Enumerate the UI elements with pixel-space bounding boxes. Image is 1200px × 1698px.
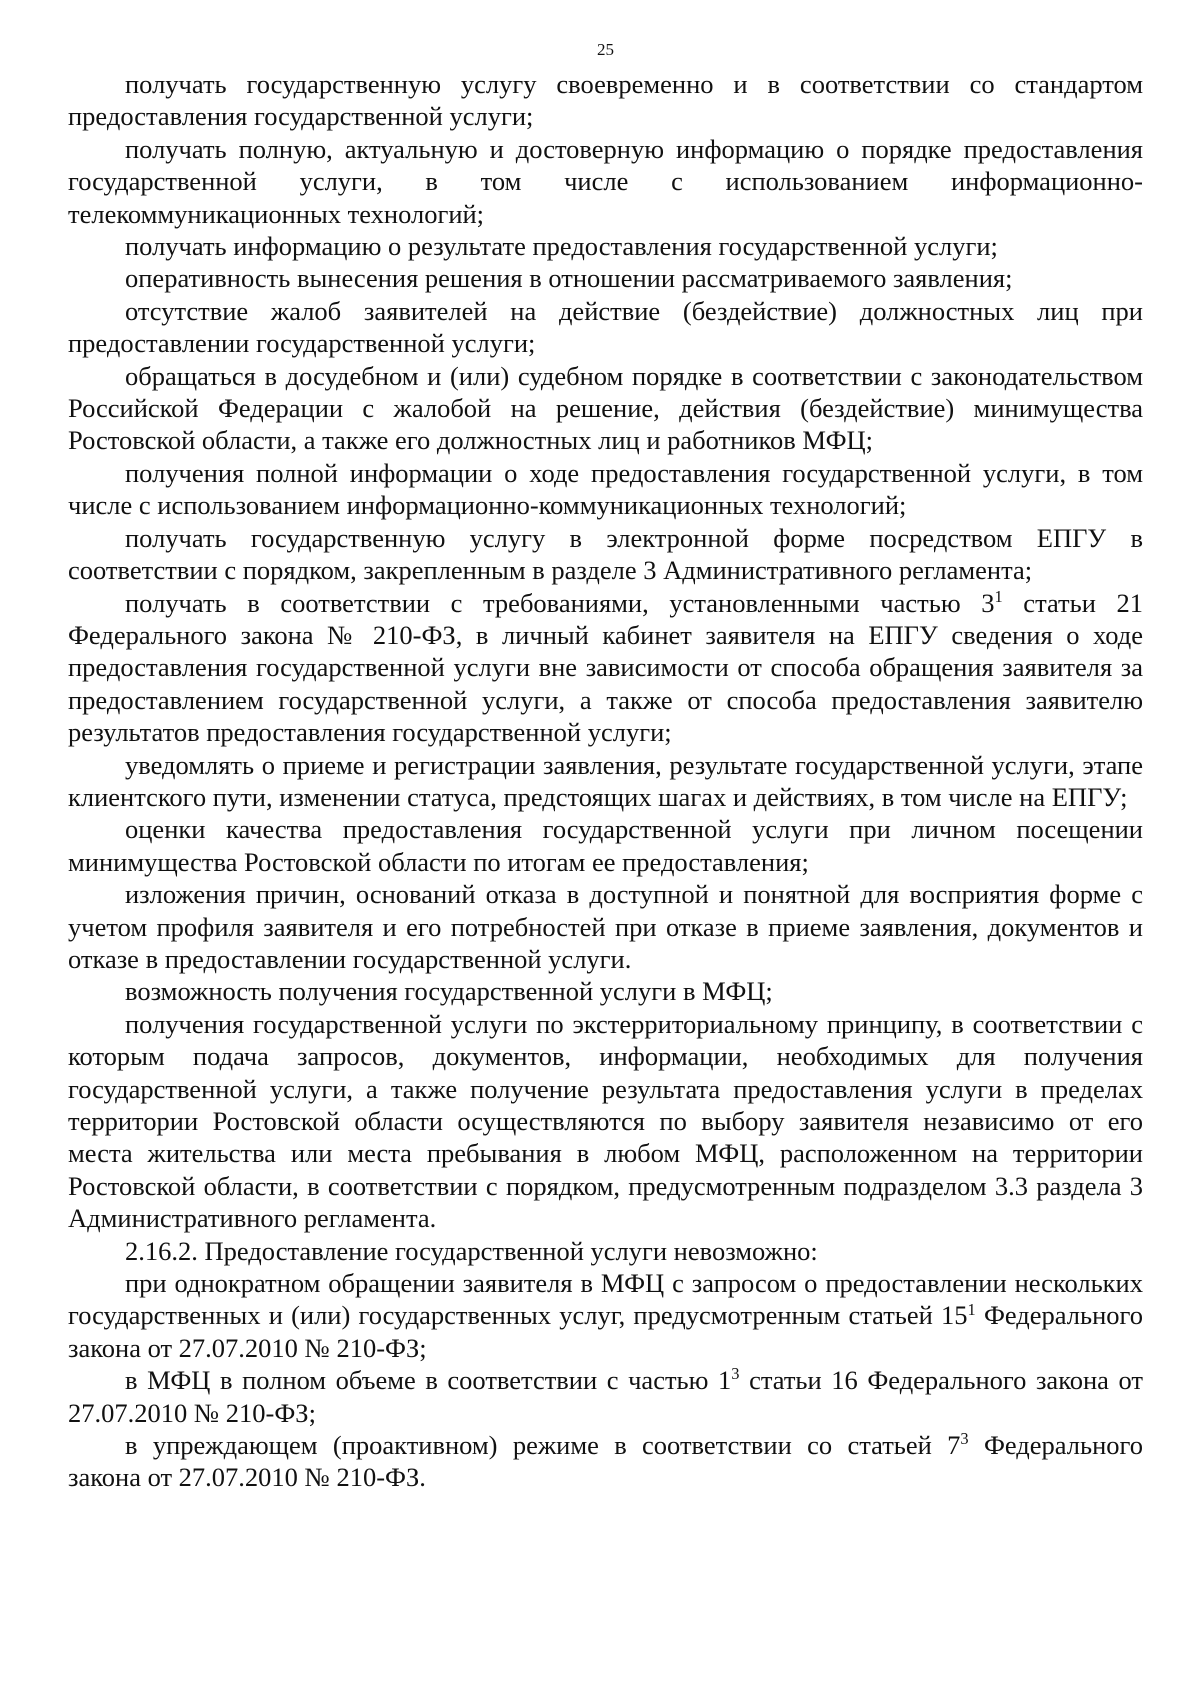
paragraph: обращаться в досудебном и (или) судебном порядке в соответствии с законодательством Российской Федерации с жалобой на решение, действия (бездействие) минимущества Ростовской области, а также его должностных лиц и работников МФЦ; bbox=[68, 360, 1143, 456]
paragraph-text: в МФЦ в полном объеме в соответствии с частью 1 bbox=[125, 1365, 732, 1396]
superscript: 1 bbox=[967, 1299, 976, 1319]
paragraph-text: статьи 16 Федерального закона от 27.07.2010 № 210-ФЗ; bbox=[68, 1365, 1143, 1428]
paragraph: изложения причин, оснований отказа в доступной и понятной для восприятия форме с учетом профиля заявителя и его потребностей при отказе в приеме заявления, документов и отказе в предоставлении государственной услуги. bbox=[68, 879, 1143, 974]
paragraph: получать государственную услугу своевременно и в соответствии со стандартом предоставления государственной услуги; bbox=[68, 69, 1143, 132]
superscript: 1 bbox=[994, 586, 1003, 606]
paragraph bbox=[68, 1364, 1143, 1429]
paragraph: получать государственную услугу в электронной форме посредством ЕПГУ в соответствии с порядком, закрепленным в разделе 3 Административного регламента; bbox=[68, 522, 1143, 586]
paragraph: получать полную, актуальную и достоверную информацию о порядке предоставления государственной услуги, в том числе с использованием информационно-телекоммуникационных технологий; bbox=[68, 133, 1143, 229]
paragraph-text: статьи 21 Федерального закона № 210-ФЗ, в личный кабинет заявителя на ЕПГУ сведения о ходе предоставления государственной услуги вне зависимости от способа обращения заявителя за предоставлением государственной услуги, а также от способа предоставления заявителю результатов предоставления государственной услуги; bbox=[68, 587, 1143, 748]
paragraph: оценки качества предоставления государственной услуги при личном посещении минимущества Ростовской области по итогам ее предоставления; bbox=[68, 814, 1143, 877]
page-number: 25 bbox=[597, 40, 614, 59]
paragraph: получения государственной услуги по экстерриториальному принципу, в соответствии с которым подача запросов, документов, информации, необходимых для получения государственной услуги, а также получение результата предоставления услуги в пределах территории Ростовской области осуществляются по выбору заявителя независимо от его места жительства или места пребывания в любом МФЦ, расположенном на территории Ростовской области, в соответствии с порядком, предусмотренным подразделом 3.3 раздела 3 Административного регламента. bbox=[68, 1008, 1143, 1234]
paragraph bbox=[68, 1267, 1143, 1364]
paragraph: уведомлять о приеме и регистрации заявления, результате государственной услуги, этапе клиентского пути, изменении статуса, предстоящих шагах и действиях, в том числе на ЕПГУ; bbox=[68, 749, 1143, 812]
paragraph: получения полной информации о ходе предоставления государственной услуги, в том числе с использованием информационно-коммуникационных технологий; bbox=[68, 457, 1143, 521]
paragraph: получать информацию о результате предоставления государственной услуги; bbox=[125, 231, 998, 262]
paragraph-text: при однократном обращении заявителя в МФЦ с запросом о предоставлении нескольких государственных и (или) государственных услуг, предусмотренным статьей 15 bbox=[68, 1268, 1143, 1331]
paragraph-text: в упреждающем (проактивном) режиме в соответствии со статьей 7 bbox=[125, 1430, 961, 1461]
paragraph: оперативность вынесения решения в отношении рассматриваемого заявления; bbox=[125, 263, 1013, 294]
paragraph: отсутствие жалоб заявителей на действие (бездействие) должностных лиц при предоставлении государственной услуги; bbox=[68, 295, 1143, 359]
document-body bbox=[68, 68, 1143, 1494]
paragraph bbox=[68, 587, 1143, 749]
superscript: 3 bbox=[960, 1429, 969, 1449]
paragraph-text: Федерального закона от 27.07.2010 № 210-ФЗ; bbox=[68, 1300, 1143, 1363]
paragraph-text: получать в соответствии с требованиями, установленными частью 3 bbox=[125, 587, 995, 618]
paragraph: возможность получения государственной услуги в МФЦ; bbox=[125, 976, 773, 1007]
superscript: 3 bbox=[731, 1364, 740, 1384]
paragraph bbox=[68, 1429, 1143, 1494]
paragraph-text: Федерального закона от 27.07.2010 № 210-ФЗ. bbox=[68, 1430, 1143, 1493]
section-heading: 2.16.2. Предоставление государственной услуги невозможно: bbox=[125, 1235, 818, 1266]
